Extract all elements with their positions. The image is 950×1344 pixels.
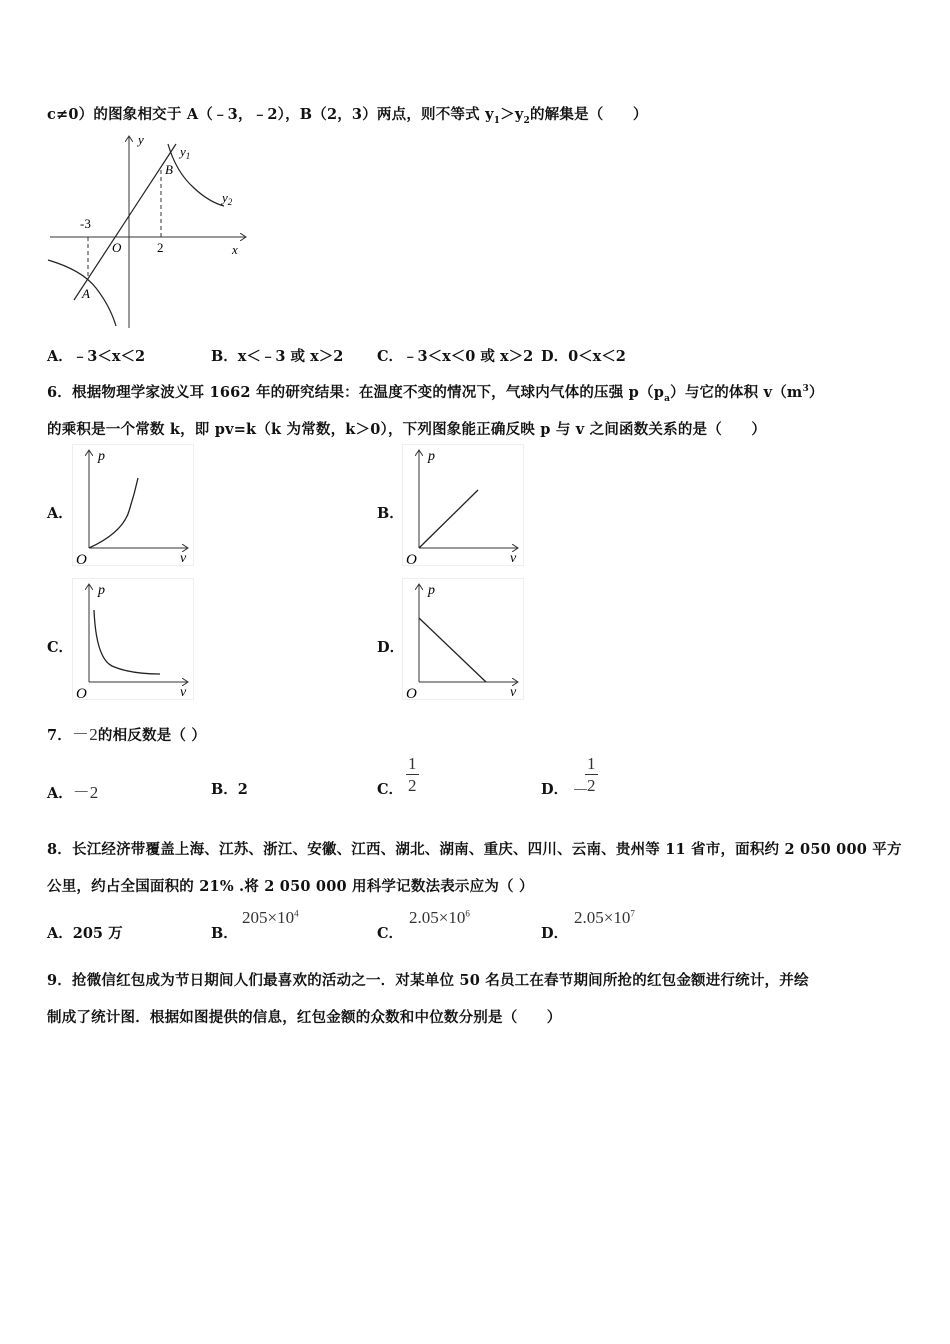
q8-option-a[interactable]: A．205 万 [47, 925, 123, 942]
q6-option-c-label[interactable]: C． [47, 639, 74, 656]
q6-stem-line1: 6．根据物理学家波义耳 1662 年的研究结果：在温度不变的情况下，气球内气体的压强 $p(p_a)$与它的体积 $v(m^3)$ [47, 384, 824, 404]
p-axis-label: p [428, 583, 435, 598]
q5-option-b[interactable]: B．x＜﹣3 或 x＞2 [211, 348, 344, 365]
q7-expr: －2 [72, 725, 98, 744]
curve-hyperbola [94, 610, 160, 674]
q5-option-d[interactable]: D．0＜x＜2 [541, 348, 626, 365]
q9-stem-line1: 9．抢微信红包成为节日期间人们最喜欢的活动之一．对某单位 50 名员工在春节期间所抢的红包金额进行统计，并绘 [47, 972, 809, 989]
curve-y1-label: $y_1$ [180, 144, 191, 161]
v-axis-label: v [180, 551, 187, 566]
q6-graph-b [402, 444, 524, 566]
q7-option-d-fraction: $\frac{1}{2}$ [587, 754, 596, 795]
q6-graph-c [72, 578, 194, 700]
q5-option-a[interactable]: A．﹣3＜x＜2 [47, 348, 146, 365]
origin-label: O [406, 552, 417, 566]
q7-option-d-sign: － [572, 781, 589, 800]
q5-stem: c≠0）的图象相交于 A（﹣3，﹣2），B（2，3）两点，则不等式 $y_1>y_2$的解集是（ ） [47, 106, 648, 126]
q5-option-c[interactable]: C．﹣3＜x＜0 或 x＞2 [377, 348, 534, 365]
line-decreasing [419, 618, 486, 682]
q6-graph-a [72, 444, 194, 566]
q5-graph [44, 130, 254, 330]
q6-option-d-label[interactable]: D． [377, 639, 405, 656]
q8-stem-line1: 8．长江经济带覆盖上海、江苏、浙江、安徽、江西、湖北、湖南、重庆、四川、云南、贵州等 11 省市，面积约 2 050 000 平方 [47, 841, 902, 858]
p-axis-label: p [98, 583, 105, 598]
hyperbola-right [168, 144, 224, 206]
line-proportional [419, 490, 478, 548]
point-A-label: A [82, 286, 90, 301]
q8-option-d-value: $2.05\times 10^7$ [574, 908, 635, 927]
q6-stem-line2: 的乘积是一个常数 k，即 pv=k（k 为常数，k＞0），下列图象能正确反映 p 与 v 之间函数关系的是（ ） [47, 421, 767, 438]
curve-y2-label: $y_2$ [222, 190, 233, 207]
p-axis-label: p [428, 449, 435, 464]
origin-label: O [406, 686, 417, 700]
v-axis-label: v [180, 685, 187, 700]
q6-option-a-label[interactable]: A． [47, 505, 73, 522]
tick-neg3: -3 [80, 216, 91, 231]
x-axis-label: x [232, 242, 238, 257]
y-axis-label: y [138, 132, 144, 147]
q8-stem-line2: 公里，约占全国面积的 21% .将 2 050 000 用科学记数法表示应为（ ） [47, 878, 534, 895]
q8-option-d-label[interactable]: D． [541, 925, 569, 942]
p-axis-label: p [98, 449, 105, 464]
v-axis-label: v [510, 685, 517, 700]
origin-label: O [76, 552, 87, 566]
q7-option-b[interactable]: B．2 [211, 781, 248, 798]
q7-option-c-label[interactable]: C． [377, 781, 404, 798]
v-axis-label: v [510, 551, 517, 566]
point-B-label: B [165, 162, 173, 177]
q8-option-c-value: $2.05\times 10^6$ [409, 908, 470, 927]
q8-option-c-label[interactable]: C． [377, 925, 404, 942]
tick-2: 2 [157, 240, 164, 255]
q8-option-b-value: $205\times 10^4$ [242, 908, 299, 927]
origin-label: O [112, 240, 122, 255]
q7-option-a[interactable]: A．－2 [47, 783, 99, 802]
q8-option-b-label[interactable]: B． [211, 925, 238, 942]
origin-label: O [76, 686, 87, 700]
q7-stem: 7．－2的相反数是（ ） [47, 725, 207, 744]
q9-stem-line2: 制成了统计图．根据如图提供的信息，红包金额的众数和中位数分别是（ ） [47, 1009, 562, 1026]
q7-option-d-label[interactable]: D． [541, 781, 569, 798]
q6-option-b-label[interactable]: B． [377, 505, 404, 522]
q7-option-c-fraction: $\frac{1}{2}$ [408, 754, 417, 795]
q7-option-a-value: －2 [72, 783, 99, 802]
q6-graph-d [402, 578, 524, 700]
curve-increasing [89, 478, 138, 548]
